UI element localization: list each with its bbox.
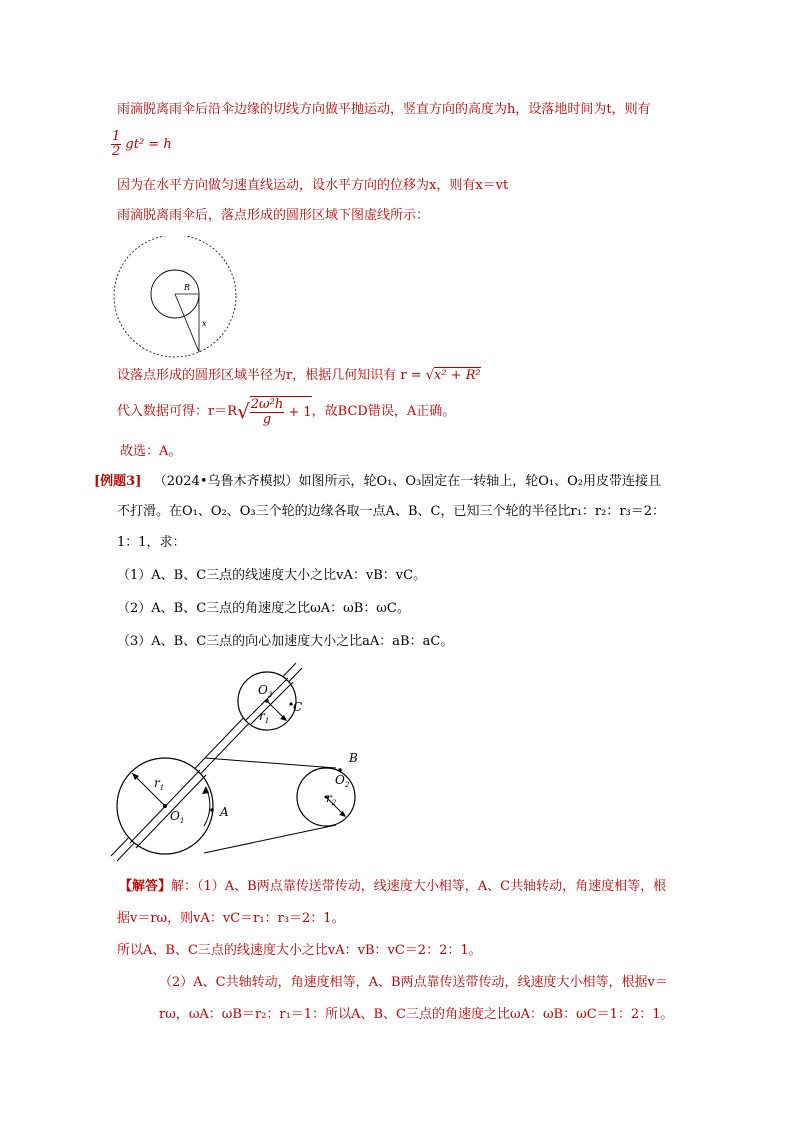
example3-line-2: 不打滑。在O₁、O₂、O₃三个轮的边缘各取一点A、B、C，已知三个轮的半径比r₁：r₂：r₃＝2： (117, 504, 666, 519)
example3-line-3: 1：1，求： (117, 535, 186, 550)
answer-line-2: 据v＝rω，则vA：vC＝r₁：r₃＝2：1。 (117, 911, 345, 926)
outer-dashed-circle (114, 236, 236, 357)
solution-line-3: 雨滴脱离雨伞后，落点形成的圆形区域下图虚线所示： (117, 208, 430, 223)
fraction-omega: $\frac{\text{2ω²h}}{g}$ (250, 397, 284, 427)
rain-circle-figure (112, 236, 242, 360)
label-r2: $r_2$ (326, 791, 337, 807)
question-3: （3）A、B、C三点的向心加速度大小之比aA：aB：aC。 (117, 634, 454, 649)
belt-top (205, 758, 336, 768)
answer-line-3: 所以A、B、C三点的线速度大小之比vA：vB：vC＝2：2：1。 (117, 943, 482, 958)
example3-line-1: [例题3] （2024•乌鲁木齐模拟）如图所示，轮O₁、O₃固定在一转轴上，轮O₁、O₂用皮带连接且 (94, 474, 661, 489)
example-tag: [例题3] (94, 474, 142, 489)
answer-line-1: 【解答】解：（1）A、B两点靠传送带传动，线速度大小相等，A、C共轴转动，角速度相等，根 (119, 879, 667, 894)
fraction-one-half: $\frac{1}{2}$ (112, 129, 121, 159)
hypotenuse-line (175, 294, 199, 352)
label-O3: $O_3$ (258, 683, 273, 699)
solution-line-1: 雨滴脱离雨伞后沿伞边缘的切线方向做平抛运动，竖直方向的高度为h，设落地时间为t，则有 (117, 102, 651, 117)
label-r3: $r_1$ (259, 709, 270, 725)
label-B: B (349, 751, 358, 765)
point-B (338, 768, 342, 772)
question-1: （1）A、B、C三点的线速度大小之比vA：vB：vC。 (117, 568, 427, 583)
answer-line-5: rω，ωA：ωB＝r₂：r₁＝1：所以A、B、C三点的角速度之比ωA：ωB：ωC＝1：2：1。 (159, 1007, 674, 1022)
label-A: A (220, 805, 229, 819)
label-O1: $O_1$ (170, 809, 185, 825)
solution-line-2: 因为在水平方向做匀速直线运动，设水平方向的位移为x，则有x＝vt (117, 178, 509, 193)
point-A (210, 808, 214, 812)
sqrt-expression: √x² + R² (425, 368, 481, 383)
belt-bottom (204, 825, 336, 853)
solution-line-6: 故选：A。 (120, 444, 182, 459)
equation-rest: gt² = h (125, 137, 172, 152)
pulley-figure (108, 660, 370, 866)
label-C: C (293, 700, 303, 714)
equation-half-gt2 (111, 130, 172, 166)
solution-line-5: 代入数据可得：r＝R√ $\frac{\text{2ω²h}}{g}$ + 1，故BCD错误，A正确。 (117, 397, 456, 427)
label-R: R (184, 283, 191, 292)
answer-line-4: （2）A、C共轴转动，角速度相等，A、B两点靠传送带传动，线速度大小相等，根据v＝ (159, 975, 668, 990)
solution-line-4: 设落点形成的圆形区域半径为r，根据几何知识有 r = √x² + R² (117, 368, 481, 383)
label-O2: $O_2$ (335, 773, 350, 789)
answer-tag: 【解答】 (119, 879, 172, 894)
label-r1: $r_1$ (154, 776, 165, 792)
label-x: x (202, 319, 207, 328)
question-2: （2）A、B、C三点的角速度之比ωA：ωB：ωC。 (117, 601, 410, 616)
